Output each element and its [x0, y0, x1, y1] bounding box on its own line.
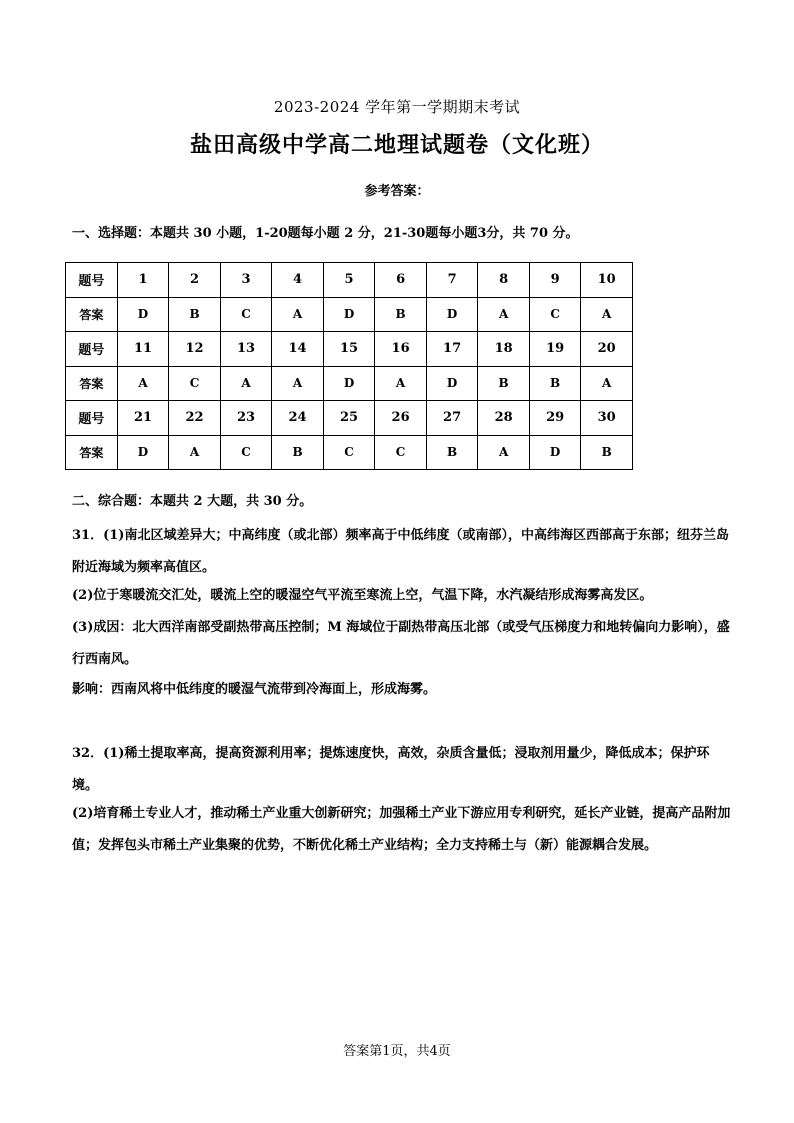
answer-cell: D [426, 366, 478, 401]
answer-cell: B [529, 366, 581, 401]
exam-subtitle: 2023-2024 学年第一学期期末考试 [273, 98, 521, 116]
question-number-cell: 12 [169, 332, 221, 367]
question-number-cell: 25 [323, 401, 375, 436]
answer-cell: B [272, 435, 324, 470]
answer-cell: A [117, 366, 169, 401]
answer-cell: C [169, 366, 221, 401]
question-number-row [66, 263, 633, 298]
answer-cell: A [581, 366, 633, 401]
answer-cell: D [117, 435, 169, 470]
answer-cell: D [323, 366, 375, 401]
answer-cell: A [375, 366, 427, 401]
section1-heading: 一、选择题：本题共 30 小题，1-20题每小题 2 分，21-30题每小题3分，共 70 分。 [72, 226, 579, 241]
question-number-cell: 29 [529, 401, 581, 436]
question-number-cell: 27 [426, 401, 478, 436]
number-row-label: 题号 [66, 263, 118, 298]
answer-cell: D [117, 297, 169, 332]
question-number-cell: 7 [426, 263, 478, 298]
number-row-label: 题号 [66, 401, 118, 436]
question-number-cell: 28 [478, 401, 530, 436]
reference-answer-label: 参考答案： [364, 184, 430, 199]
question-number-cell: 5 [323, 263, 375, 298]
answer-cell: C [375, 435, 427, 470]
answer-cell: C [323, 435, 375, 470]
answer-cell: D [323, 297, 375, 332]
question-number-cell: 22 [169, 401, 221, 436]
question-number-cell: 23 [220, 401, 272, 436]
answer-cell: C [529, 297, 581, 332]
question-number-cell: 30 [581, 401, 633, 436]
q31-part3: (3)成因：北大西洋南部受副热带高压控制；M 海域位于副热带高压北部（或受气压梯度力和地转偏向力影响），盛行西南风。 [72, 620, 730, 667]
question-number-cell: 19 [529, 332, 581, 367]
page-footer: 答案第1页，共4页 [343, 1044, 451, 1059]
answer-cell: A [478, 297, 530, 332]
question-number-cell: 20 [581, 332, 633, 367]
question-number-cell: 8 [478, 263, 530, 298]
answer-cell: B [375, 297, 427, 332]
question-number-cell: 16 [375, 332, 427, 367]
q31-part4: 影响：西南风将中低纬度的暖湿气流带到冷海面上，形成海雾。 [72, 682, 437, 697]
question-number-row [66, 401, 633, 436]
question-number-cell: 9 [529, 263, 581, 298]
answer-cell: C [220, 435, 272, 470]
answer-cell: A [478, 435, 530, 470]
question-number-row [66, 332, 633, 367]
question-number-cell: 11 [117, 332, 169, 367]
answer-cell: A [272, 297, 324, 332]
answer-row-label: 答案 [66, 435, 118, 470]
answer-row [66, 435, 633, 470]
answer-cell: B [478, 366, 530, 401]
answer-cell: D [426, 297, 478, 332]
question-number-cell: 4 [272, 263, 324, 298]
question-number-cell: 26 [375, 401, 427, 436]
number-row-label: 题号 [66, 332, 118, 367]
question-number-cell: 2 [169, 263, 221, 298]
answer-cell: A [272, 366, 324, 401]
question-number-cell: 13 [220, 332, 272, 367]
answer-cell: A [581, 297, 633, 332]
question-number-cell: 3 [220, 263, 272, 298]
question-number-cell: 24 [272, 401, 324, 436]
question-number-cell: 21 [117, 401, 169, 436]
q31-part1: 31．(1)南北区域差异大；中高纬度（或北部）频率高于中低纬度（或南部），中高纬海区西部高于东部；纽芬兰岛附近海域为频率高值区。 [72, 528, 729, 575]
question-number-cell: 18 [478, 332, 530, 367]
question-number-cell: 6 [375, 263, 427, 298]
q32-part1: 32．(1)稀土提取率高，提高资源利用率；提炼速度快，高效，杂质含量低；浸取剂用量少，降低成本；保护环境。 [72, 746, 710, 793]
question-number-cell: 1 [117, 263, 169, 298]
question-number-cell: 10 [581, 263, 633, 298]
answer-cell: D [529, 435, 581, 470]
answer-row-label: 答案 [66, 297, 118, 332]
answer-cell: B [169, 297, 221, 332]
question-number-cell: 14 [272, 332, 324, 367]
answer-row [66, 297, 633, 332]
answer-cell: A [169, 435, 221, 470]
answer-cell: B [426, 435, 478, 470]
answer-table [65, 262, 633, 470]
answer-cell: B [581, 435, 633, 470]
answer-row-label: 答案 [66, 366, 118, 401]
section2-heading: 二、综合题：本题共 2 大题，共 30 分。 [72, 494, 313, 509]
answer-cell: A [220, 366, 272, 401]
q32-part2: (2)培育稀土专业人才，推动稀土产业重大创新研究；加强稀土产业下游应用专利研究，延长产业链，提高产品附加值；发挥包头市稀土产业集聚的优势，不断优化稀土产业结构；全力支持稀土与（新）能源耦合发展。 [72, 806, 731, 853]
answer-cell: C [220, 297, 272, 332]
page-title: 盐田高级中学高二地理试题卷（文化班） [189, 132, 604, 158]
q31-part2: (2)位于寒暖流交汇处，暖流上空的暖湿空气平流至寒流上空，气温下降，水汽凝结形成海雾高发区。 [72, 588, 653, 603]
question-number-cell: 17 [426, 332, 478, 367]
answer-row [66, 366, 633, 401]
question-number-cell: 15 [323, 332, 375, 367]
